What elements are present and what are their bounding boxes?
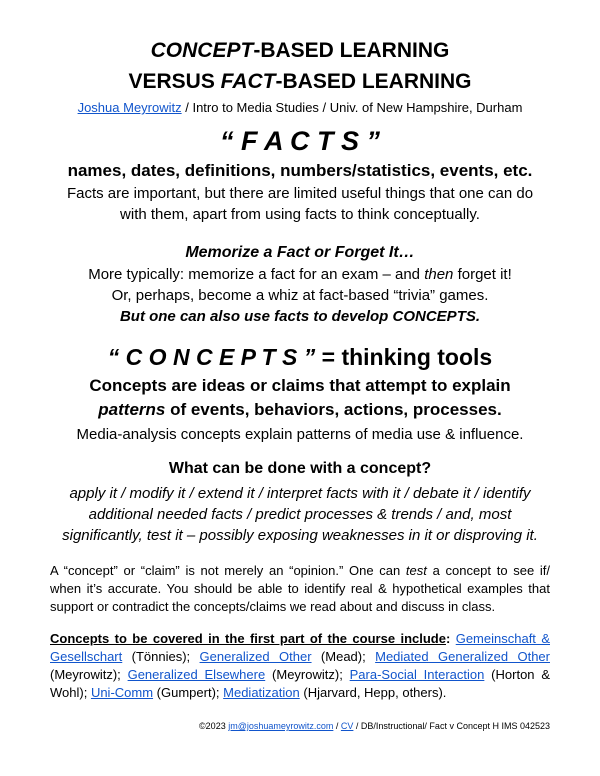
facts-description: Facts are important, but there are limited useful things that one can do with them, apart from using facts to think conceptually. [66,185,534,223]
concept-actions: apply it / modify it / extend it / interpret facts with it / debate it / identify additional needed facts / predict processes & trends / and, most significantly, test it – possibly exposing weaknesses in it or disproving it. [62,485,538,544]
concept-link-uni-comm[interactable]: Uni-Comm [90,685,154,700]
title-line-2: VERSUS FACT-BASED LEARNING [128,70,472,93]
page-title [30,35,570,97]
author-link[interactable]: Joshua Meyrowitz [77,100,182,115]
concept-link-generalized-other[interactable]: Generalized Other [199,649,312,664]
facts-heading: “ F A C T S ” [220,126,380,156]
opinion-paragraph: A “concept” or “claim” is not merely an “opinion.” One can test a concept to see if/ when it’s accurate. You should be able to identify real & hypothetical examples that support or contradict the concepts/claims we read about and discuss in class. [50,563,551,614]
footer: ©2023 jm@joshuameyrowitz.com / CV / DB/Instructional/ Fact v Concept H IMS 042523 [199,721,550,731]
memorize-body [30,264,570,327]
course-concepts-paragraph: Concepts to be covered in the first part of the course include: Gemeinschaft & Gesellschart (Tönnies); Generalized Other (Mead); Mediated Generalized Other (Meyrowitz); Generalized Elsewhere (Meyrowitz); Para-Social Interaction (Horton & Wohl); Uni-Comm (Gumpert); Mediatization (Hjarvard, Hepp, others). [50,631,551,700]
facts-examples: names, dates, definitions, numbers/statistics, events, etc. [67,161,533,180]
byline: Joshua Meyrowitz / Intro to Media Studies / Univ. of New Hampshire, Durham [77,100,523,115]
memorize-line-1: More typically: memorize a fact for an exam – and then forget it! [88,266,512,283]
course-concepts-lead: Concepts to be covered in the first part of the course include [50,631,446,646]
concept-link-gemeinschaft[interactable]: Gemeinschaft & Gesellschart [50,631,550,664]
title-line-1: CONCEPT-BASED LEARNING [150,39,450,62]
memorize-line-3: But one can also use facts to develop CONCEPTS. [119,308,481,325]
what-heading: What can be done with a concept? [168,460,432,477]
concept-link-para-social-interaction[interactable]: Para-Social Interaction [349,667,485,682]
footer-cv-link[interactable]: CV [340,721,354,731]
concepts-heading: “ C O N C E P T S ” = thinking tools [107,344,493,370]
concepts-explanation: Concepts are ideas or claims that attempt to explain patterns of events, behaviors, actions, processes. [89,376,511,419]
media-analysis-line: Media-analysis concepts explain patterns of media use & influence. [76,426,524,443]
footer-email-link[interactable]: jm@joshuameyrowitz.com [228,721,334,731]
memorize-line-2: Or, perhaps, become a whiz at fact-based “trivia” games. [111,287,489,304]
concept-link-mediatization[interactable]: Mediatization [223,685,300,700]
concept-link-mediated-generalized-other[interactable]: Mediated Generalized Other [375,649,550,664]
memorize-heading: Memorize a Fact or Forget It… [185,244,415,261]
concept-link-generalized-elsewhere[interactable]: Generalized Elsewhere [127,667,266,682]
